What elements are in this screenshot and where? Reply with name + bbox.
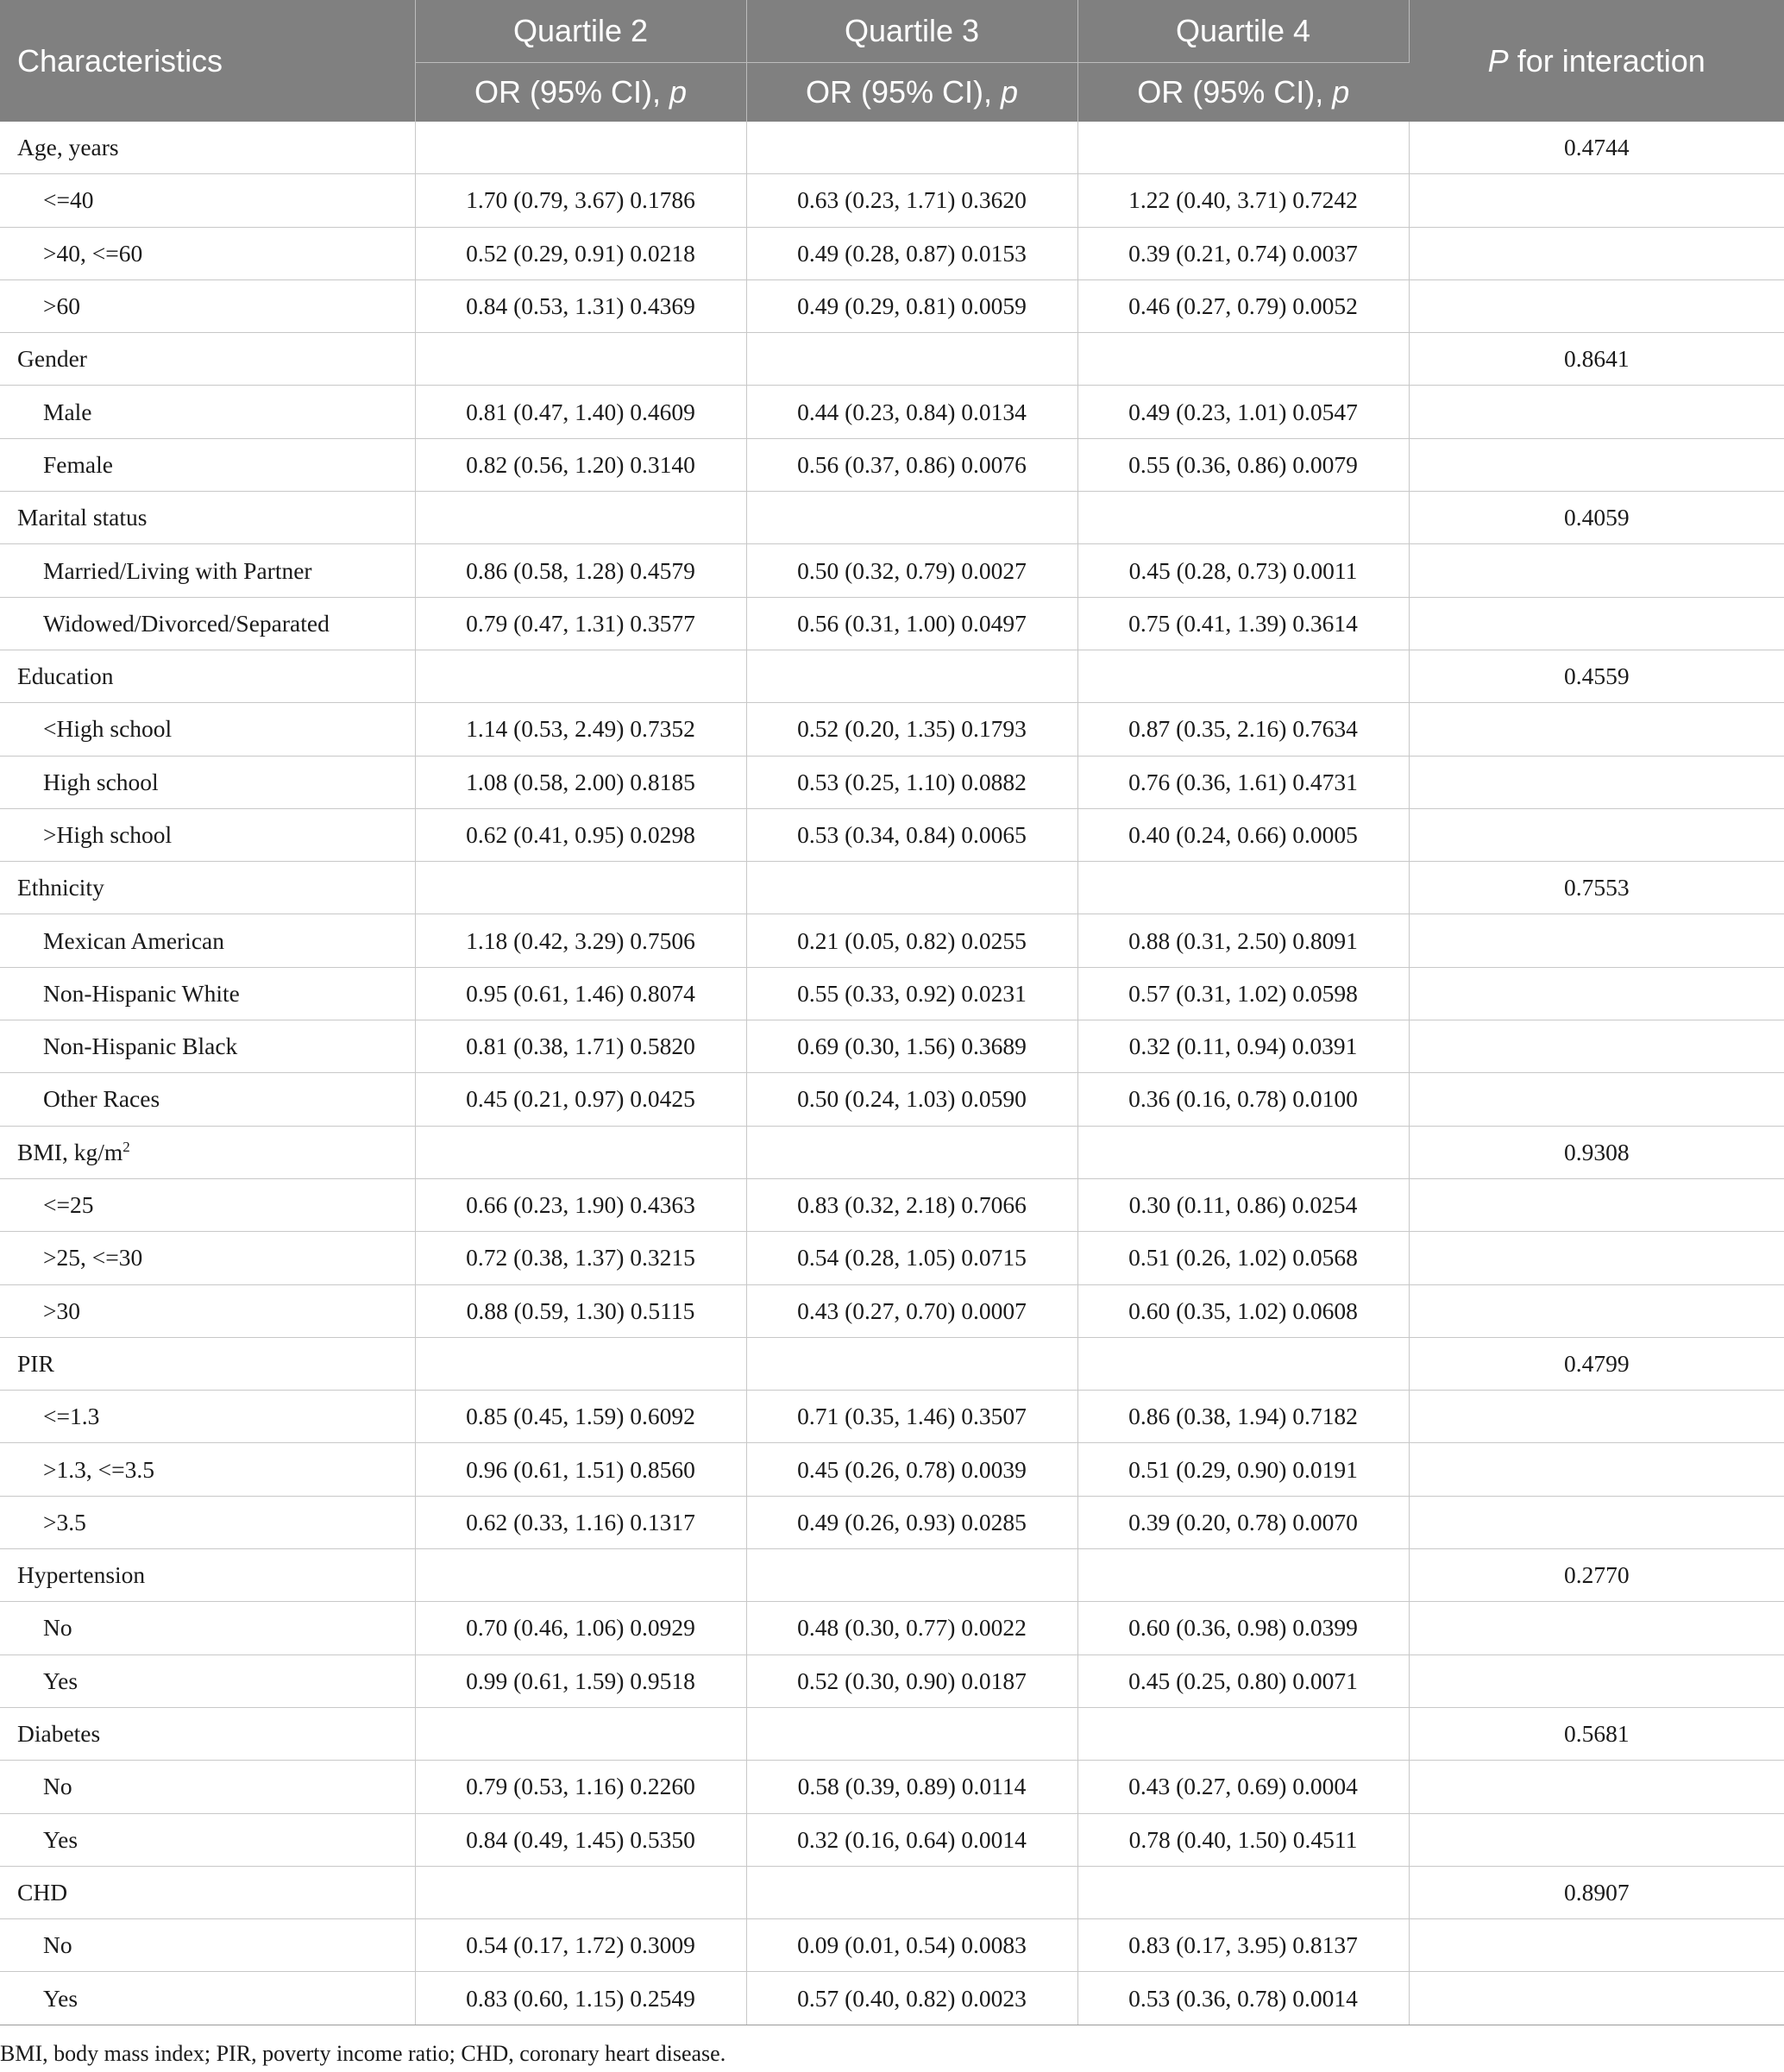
cell-q4: [1077, 862, 1409, 914]
subgroup-label-cell: [0, 967, 415, 1020]
cell-p-interaction: [1409, 386, 1784, 438]
subgroup-label-cell: [0, 386, 415, 438]
cell-q2: 1.70 (0.79, 3.67) 0.1786: [415, 174, 746, 227]
subgroup-label-cell: [0, 1020, 415, 1073]
cell-q2: 0.84 (0.49, 1.45) 0.5350: [415, 1813, 746, 1866]
cell-q4: 0.76 (0.36, 1.61) 0.4731: [1077, 756, 1409, 808]
cell-q2: [415, 122, 746, 174]
cell-q2: 0.79 (0.47, 1.31) 0.3577: [415, 597, 746, 650]
table-row: [0, 544, 1784, 597]
row-label: CHD: [17, 1878, 68, 1906]
cell-p-interaction: 0.8641: [1409, 333, 1784, 386]
table-row: [0, 808, 1784, 861]
cell-q3: 0.44 (0.23, 0.84) 0.0134: [746, 386, 1077, 438]
group-label-cell: [0, 122, 415, 174]
cell-q2: 0.81 (0.47, 1.40) 0.4609: [415, 386, 746, 438]
group-label-cell: [0, 1707, 415, 1760]
cell-p-interaction: [1409, 756, 1784, 808]
cell-q2: [415, 492, 746, 544]
cell-q4: 0.88 (0.31, 2.50) 0.8091: [1077, 914, 1409, 967]
table-row: [0, 1284, 1784, 1337]
subgroup-label-cell: [0, 227, 415, 279]
table-row: [0, 1813, 1784, 1866]
table-row: [0, 1073, 1784, 1126]
cell-q4: 0.60 (0.36, 0.98) 0.0399: [1077, 1602, 1409, 1654]
cell-q2: 0.66 (0.23, 1.90) 0.4363: [415, 1178, 746, 1231]
cell-p-interaction: [1409, 279, 1784, 332]
cell-q2: 1.08 (0.58, 2.00) 0.8185: [415, 756, 746, 808]
header-row-1: [0, 0, 1784, 63]
cell-q3: 0.45 (0.26, 0.78) 0.0039: [746, 1443, 1077, 1496]
group-label-cell: [0, 1337, 415, 1390]
table-row-group: [0, 862, 1784, 914]
table-row: [0, 914, 1784, 967]
subgroup-label-cell: [0, 1391, 415, 1443]
cell-q4: [1077, 333, 1409, 386]
cell-q4: 0.43 (0.27, 0.69) 0.0004: [1077, 1761, 1409, 1813]
row-label: Mexican American: [43, 926, 224, 954]
cell-p-interaction: [1409, 1654, 1784, 1707]
cell-q2: [415, 1549, 746, 1602]
table-row: [0, 279, 1784, 332]
table-footnote: BMI, body mass index; PIR, poverty income ratio; CHD, coronary heart disease.: [0, 2041, 726, 2066]
cell-p-interaction: [1409, 1232, 1784, 1284]
cell-p-interaction: 0.8907: [1409, 1866, 1784, 1918]
cell-q2: [415, 1866, 746, 1918]
table-row-group: [0, 122, 1784, 174]
row-label: <=1.3: [43, 1403, 100, 1430]
cell-q3: 0.52 (0.30, 0.90) 0.0187: [746, 1654, 1077, 1707]
table-row: [0, 1919, 1784, 1972]
cell-p-interaction: 0.7553: [1409, 862, 1784, 914]
cell-p-interaction: [1409, 808, 1784, 861]
cell-q2: [415, 1337, 746, 1390]
cell-q2: 0.82 (0.56, 1.20) 0.3140: [415, 438, 746, 491]
cell-q4: 1.22 (0.40, 3.71) 0.7242: [1077, 174, 1409, 227]
table-row: [0, 1761, 1784, 1813]
header-p-rest: for interaction: [1508, 42, 1705, 78]
cell-q3: 0.54 (0.28, 1.05) 0.0715: [746, 1232, 1077, 1284]
cell-q3: [746, 333, 1077, 386]
subgroup-label-cell: [0, 1813, 415, 1866]
cell-p-interaction: 0.4744: [1409, 122, 1784, 174]
cell-q4: 0.36 (0.16, 0.78) 0.0100: [1077, 1073, 1409, 1126]
cell-q2: 0.85 (0.45, 1.59) 0.6092: [415, 1391, 746, 1443]
row-label: <High school: [43, 715, 173, 743]
cell-p-interaction: 0.4059: [1409, 492, 1784, 544]
cell-q3: 0.58 (0.39, 0.89) 0.0114: [746, 1761, 1077, 1813]
cell-q2: 0.70 (0.46, 1.06) 0.0929: [415, 1602, 746, 1654]
cell-q3: 0.63 (0.23, 1.71) 0.3620: [746, 174, 1077, 227]
cell-p-interaction: [1409, 1284, 1784, 1337]
cell-q2: 0.45 (0.21, 0.97) 0.0425: [415, 1073, 746, 1126]
row-label: No: [43, 1931, 72, 1959]
row-label: >40, <=60: [43, 239, 143, 267]
subgroup-label-cell: [0, 703, 415, 756]
table-row: [0, 1972, 1784, 2025]
cell-q4: [1077, 1707, 1409, 1760]
cell-q3: [746, 122, 1077, 174]
cell-q4: 0.75 (0.41, 1.39) 0.3614: [1077, 597, 1409, 650]
cell-q4: 0.39 (0.20, 0.78) 0.0070: [1077, 1496, 1409, 1548]
cell-q3: 0.49 (0.28, 0.87) 0.0153: [746, 227, 1077, 279]
cell-q2: [415, 650, 746, 702]
cell-q3: 0.56 (0.31, 1.00) 0.0497: [746, 597, 1077, 650]
subgroup-label-cell: [0, 914, 415, 967]
row-label: Education: [17, 662, 114, 690]
row-label: >High school: [43, 821, 173, 848]
cell-p-interaction: [1409, 1496, 1784, 1548]
cell-q3: 0.48 (0.30, 0.77) 0.0022: [746, 1602, 1077, 1654]
cell-q2: 0.79 (0.53, 1.16) 0.2260: [415, 1761, 746, 1813]
header-q2-sub-text: OR (95% CI),: [474, 74, 669, 110]
cell-q3: 0.53 (0.25, 1.10) 0.0882: [746, 756, 1077, 808]
cell-q4: 0.53 (0.36, 0.78) 0.0014: [1077, 1972, 1409, 2025]
row-label: BMI, kg/m: [17, 1138, 123, 1165]
row-label: Hypertension: [17, 1561, 146, 1589]
cell-q4: 0.51 (0.29, 0.90) 0.0191: [1077, 1443, 1409, 1496]
table-row: [0, 967, 1784, 1020]
cell-q2: 0.72 (0.38, 1.37) 0.3215: [415, 1232, 746, 1284]
table-row: [0, 1178, 1784, 1231]
cell-q2: 0.62 (0.33, 1.16) 0.1317: [415, 1496, 746, 1548]
cell-p-interaction: 0.5681: [1409, 1707, 1784, 1760]
table-row-group: [0, 1337, 1784, 1390]
cell-q3: 0.71 (0.35, 1.46) 0.3507: [746, 1391, 1077, 1443]
row-label: PIR: [17, 1349, 54, 1377]
cell-p-interaction: [1409, 174, 1784, 227]
row-label: Married/Living with Partner: [43, 556, 312, 584]
cell-p-interaction: [1409, 227, 1784, 279]
table-row: [0, 1391, 1784, 1443]
cell-q4: [1077, 1337, 1409, 1390]
cell-q2: 1.14 (0.53, 2.49) 0.7352: [415, 703, 746, 756]
cell-q3: 0.49 (0.26, 0.93) 0.0285: [746, 1496, 1077, 1548]
cell-p-interaction: [1409, 1919, 1784, 1972]
cell-q4: 0.45 (0.28, 0.73) 0.0011: [1077, 544, 1409, 597]
cell-q2: 0.83 (0.60, 1.15) 0.2549: [415, 1972, 746, 2025]
cell-q3: [746, 492, 1077, 544]
row-label: >30: [43, 1297, 81, 1324]
cell-q3: [746, 1549, 1077, 1602]
cell-q4: 0.30 (0.11, 0.86) 0.0254: [1077, 1178, 1409, 1231]
group-label-cell: [0, 333, 415, 386]
cell-q4: 0.45 (0.25, 0.80) 0.0071: [1077, 1654, 1409, 1707]
cell-q3: 0.43 (0.27, 0.70) 0.0007: [746, 1284, 1077, 1337]
cell-q4: 0.60 (0.35, 1.02) 0.0608: [1077, 1284, 1409, 1337]
cell-q3: [746, 1866, 1077, 1918]
subgroup-label-cell: [0, 1178, 415, 1231]
row-label-superscript: 2: [122, 1138, 130, 1155]
table-row: [0, 703, 1784, 756]
cell-q2: 0.96 (0.61, 1.51) 0.8560: [415, 1443, 746, 1496]
subgroup-label-cell: [0, 1972, 415, 2025]
header-q4-subtitle: [1077, 63, 1409, 122]
row-label: Female: [43, 450, 113, 478]
table-row-group: [0, 1707, 1784, 1760]
cell-q2: 0.86 (0.58, 1.28) 0.4579: [415, 544, 746, 597]
cell-q2: 0.88 (0.59, 1.30) 0.5115: [415, 1284, 746, 1337]
cell-p-interaction: 0.4799: [1409, 1337, 1784, 1390]
table-row: [0, 597, 1784, 650]
cell-p-interaction: [1409, 1443, 1784, 1496]
table-body: [0, 122, 1784, 2025]
group-label-cell: [0, 862, 415, 914]
cell-q4: 0.87 (0.35, 2.16) 0.7634: [1077, 703, 1409, 756]
cell-q2: [415, 1707, 746, 1760]
cell-p-interaction: [1409, 1020, 1784, 1073]
cell-q3: 0.56 (0.37, 0.86) 0.0076: [746, 438, 1077, 491]
cell-q3: 0.69 (0.30, 1.56) 0.3689: [746, 1020, 1077, 1073]
row-label: >60: [43, 292, 81, 320]
row-label: Yes: [43, 1825, 79, 1853]
cell-q2: 0.84 (0.53, 1.31) 0.4369: [415, 279, 746, 332]
table-row: [0, 438, 1784, 491]
row-label: Non-Hispanic White: [43, 979, 240, 1007]
cell-q4: 0.39 (0.21, 0.74) 0.0037: [1077, 227, 1409, 279]
cell-p-interaction: [1409, 438, 1784, 491]
subgroup-label-cell: [0, 1496, 415, 1548]
row-label: Ethnicity: [17, 874, 104, 901]
cell-q2: 0.99 (0.61, 1.59) 0.9518: [415, 1654, 746, 1707]
cell-p-interaction: [1409, 703, 1784, 756]
row-label: No: [43, 1773, 72, 1800]
group-label-cell: [0, 492, 415, 544]
row-label: >3.5: [43, 1508, 86, 1535]
cell-q2: [415, 333, 746, 386]
row-label: Non-Hispanic Black: [43, 1033, 238, 1060]
cell-p-interaction: 0.2770: [1409, 1549, 1784, 1602]
header-p-italic: P: [1487, 42, 1509, 78]
table-row: [0, 1496, 1784, 1548]
cell-q3: 0.83 (0.32, 2.18) 0.7066: [746, 1178, 1077, 1231]
subgroup-label-cell: [0, 597, 415, 650]
table-row: [0, 1654, 1784, 1707]
cell-q2: 0.95 (0.61, 1.46) 0.8074: [415, 967, 746, 1020]
subgroup-label-cell: [0, 1761, 415, 1813]
row-label: Marital status: [17, 504, 148, 531]
group-label-cell: [0, 650, 415, 702]
cell-q3: [746, 1126, 1077, 1178]
table-row: [0, 1443, 1784, 1496]
subgroup-label-cell: [0, 1654, 415, 1707]
header-q3-subtitle: [746, 63, 1077, 122]
cell-p-interaction: [1409, 1073, 1784, 1126]
cell-q4: [1077, 1549, 1409, 1602]
table-row: [0, 1232, 1784, 1284]
cell-p-interaction: [1409, 1813, 1784, 1866]
subgroup-label-cell: [0, 438, 415, 491]
cell-q3: [746, 1337, 1077, 1390]
header-quartile-4: Quartile 4: [1077, 0, 1409, 63]
cell-q3: 0.21 (0.05, 0.82) 0.0255: [746, 914, 1077, 967]
cell-q4: 0.32 (0.11, 0.94) 0.0391: [1077, 1020, 1409, 1073]
cell-p-interaction: 0.9308: [1409, 1126, 1784, 1178]
table-row-group: [0, 333, 1784, 386]
cell-q4: [1077, 650, 1409, 702]
cell-p-interaction: [1409, 914, 1784, 967]
header-characteristics: Characteristics: [0, 0, 415, 122]
row-label: Other Races: [43, 1085, 160, 1113]
subgroup-label-cell: [0, 279, 415, 332]
cell-q3: 0.50 (0.24, 1.03) 0.0590: [746, 1073, 1077, 1126]
cell-q4: 0.55 (0.36, 0.86) 0.0079: [1077, 438, 1409, 491]
cell-q3: 0.55 (0.33, 0.92) 0.0231: [746, 967, 1077, 1020]
cell-q2: 0.62 (0.41, 0.95) 0.0298: [415, 808, 746, 861]
cell-q3: 0.32 (0.16, 0.64) 0.0014: [746, 1813, 1077, 1866]
cell-q4: [1077, 1126, 1409, 1178]
cell-p-interaction: [1409, 1178, 1784, 1231]
table-row-group: [0, 650, 1784, 702]
subgroup-label-cell: [0, 756, 415, 808]
subgroup-label-cell: [0, 808, 415, 861]
cell-q4: [1077, 492, 1409, 544]
group-label-cell: [0, 1866, 415, 1918]
row-label: Age, years: [17, 134, 119, 161]
group-label-cell: [0, 1549, 415, 1602]
row-label: Yes: [43, 1667, 79, 1694]
table-row: [0, 756, 1784, 808]
cell-p-interaction: [1409, 1761, 1784, 1813]
subgroup-label-cell: [0, 1232, 415, 1284]
cell-q4: 0.49 (0.23, 1.01) 0.0547: [1077, 386, 1409, 438]
row-label: High school: [43, 768, 159, 795]
group-label-cell: [0, 1126, 415, 1178]
table-row-group: [0, 1126, 1784, 1178]
cell-q4: 0.57 (0.31, 1.02) 0.0598: [1077, 967, 1409, 1020]
header-q2-subtitle: [415, 63, 746, 122]
cell-p-interaction: 0.4559: [1409, 650, 1784, 702]
table-row-group: [0, 492, 1784, 544]
table-row: [0, 227, 1784, 279]
cell-q2: [415, 862, 746, 914]
cell-q3: 0.09 (0.01, 0.54) 0.0083: [746, 1919, 1077, 1972]
cell-p-interaction: [1409, 1602, 1784, 1654]
cell-q4: 0.51 (0.26, 1.02) 0.0568: [1077, 1232, 1409, 1284]
row-label: Diabetes: [17, 1720, 101, 1748]
header-q3-sub-p: p: [1001, 74, 1019, 110]
cell-q2: 0.52 (0.29, 0.91) 0.0218: [415, 227, 746, 279]
table-row: [0, 386, 1784, 438]
table-row-group: [0, 1549, 1784, 1602]
subgroup-label-cell: [0, 1602, 415, 1654]
header-q3-sub-text: OR (95% CI),: [805, 74, 1001, 110]
cell-p-interaction: [1409, 597, 1784, 650]
row-label: <=40: [43, 186, 94, 214]
cell-q3: 0.49 (0.29, 0.81) 0.0059: [746, 279, 1077, 332]
header-q4-sub-text: OR (95% CI),: [1137, 74, 1333, 110]
header-q2-sub-p: p: [669, 74, 688, 110]
cell-p-interaction: [1409, 1972, 1784, 2025]
header-q4-sub-p: p: [1332, 74, 1350, 110]
row-label: >1.3, <=3.5: [43, 1455, 155, 1483]
cell-q4: 0.40 (0.24, 0.66) 0.0005: [1077, 808, 1409, 861]
cell-p-interaction: [1409, 544, 1784, 597]
table-row-group: [0, 1866, 1784, 1918]
header-quartile-3: Quartile 3: [746, 0, 1077, 63]
cell-q4: [1077, 122, 1409, 174]
cell-q3: [746, 1707, 1077, 1760]
header-p-for-interaction: [1409, 0, 1784, 122]
cell-q3: [746, 650, 1077, 702]
cell-q4: 0.83 (0.17, 3.95) 0.8137: [1077, 1919, 1409, 1972]
row-label: >25, <=30: [43, 1244, 143, 1271]
cell-q3: 0.53 (0.34, 0.84) 0.0065: [746, 808, 1077, 861]
row-label: Yes: [43, 1984, 79, 2012]
row-label: Gender: [17, 345, 87, 373]
cell-q2: 0.54 (0.17, 1.72) 0.3009: [415, 1919, 746, 1972]
subgroup-label-cell: [0, 1443, 415, 1496]
cell-p-interaction: [1409, 1391, 1784, 1443]
cell-q4: 0.86 (0.38, 1.94) 0.7182: [1077, 1391, 1409, 1443]
cell-q2: 1.18 (0.42, 3.29) 0.7506: [415, 914, 746, 967]
cell-q3: [746, 862, 1077, 914]
cell-q4: 0.78 (0.40, 1.50) 0.4511: [1077, 1813, 1409, 1866]
cell-q2: [415, 1126, 746, 1178]
cell-p-interaction: [1409, 967, 1784, 1020]
subgroup-label-cell: [0, 174, 415, 227]
table-header: [0, 0, 1784, 122]
cell-q3: 0.52 (0.20, 1.35) 0.1793: [746, 703, 1077, 756]
cell-q4: [1077, 1866, 1409, 1918]
table-row: [0, 174, 1784, 227]
row-label: Male: [43, 398, 92, 425]
cell-q2: 0.81 (0.38, 1.71) 0.5820: [415, 1020, 746, 1073]
cell-q3: 0.50 (0.32, 0.79) 0.0027: [746, 544, 1077, 597]
subgroup-label-cell: [0, 544, 415, 597]
subgroup-label-cell: [0, 1284, 415, 1337]
table-row: [0, 1020, 1784, 1073]
row-label: No: [43, 1614, 72, 1642]
row-label: Widowed/Divorced/Separated: [43, 609, 330, 637]
cell-q4: 0.46 (0.27, 0.79) 0.0052: [1077, 279, 1409, 332]
row-label: <=25: [43, 1191, 94, 1219]
cell-q3: 0.57 (0.40, 0.82) 0.0023: [746, 1972, 1077, 2025]
subgroup-label-cell: [0, 1919, 415, 1972]
header-quartile-2: Quartile 2: [415, 0, 746, 63]
subgroup-label-cell: [0, 1073, 415, 1126]
table-row: [0, 1602, 1784, 1654]
